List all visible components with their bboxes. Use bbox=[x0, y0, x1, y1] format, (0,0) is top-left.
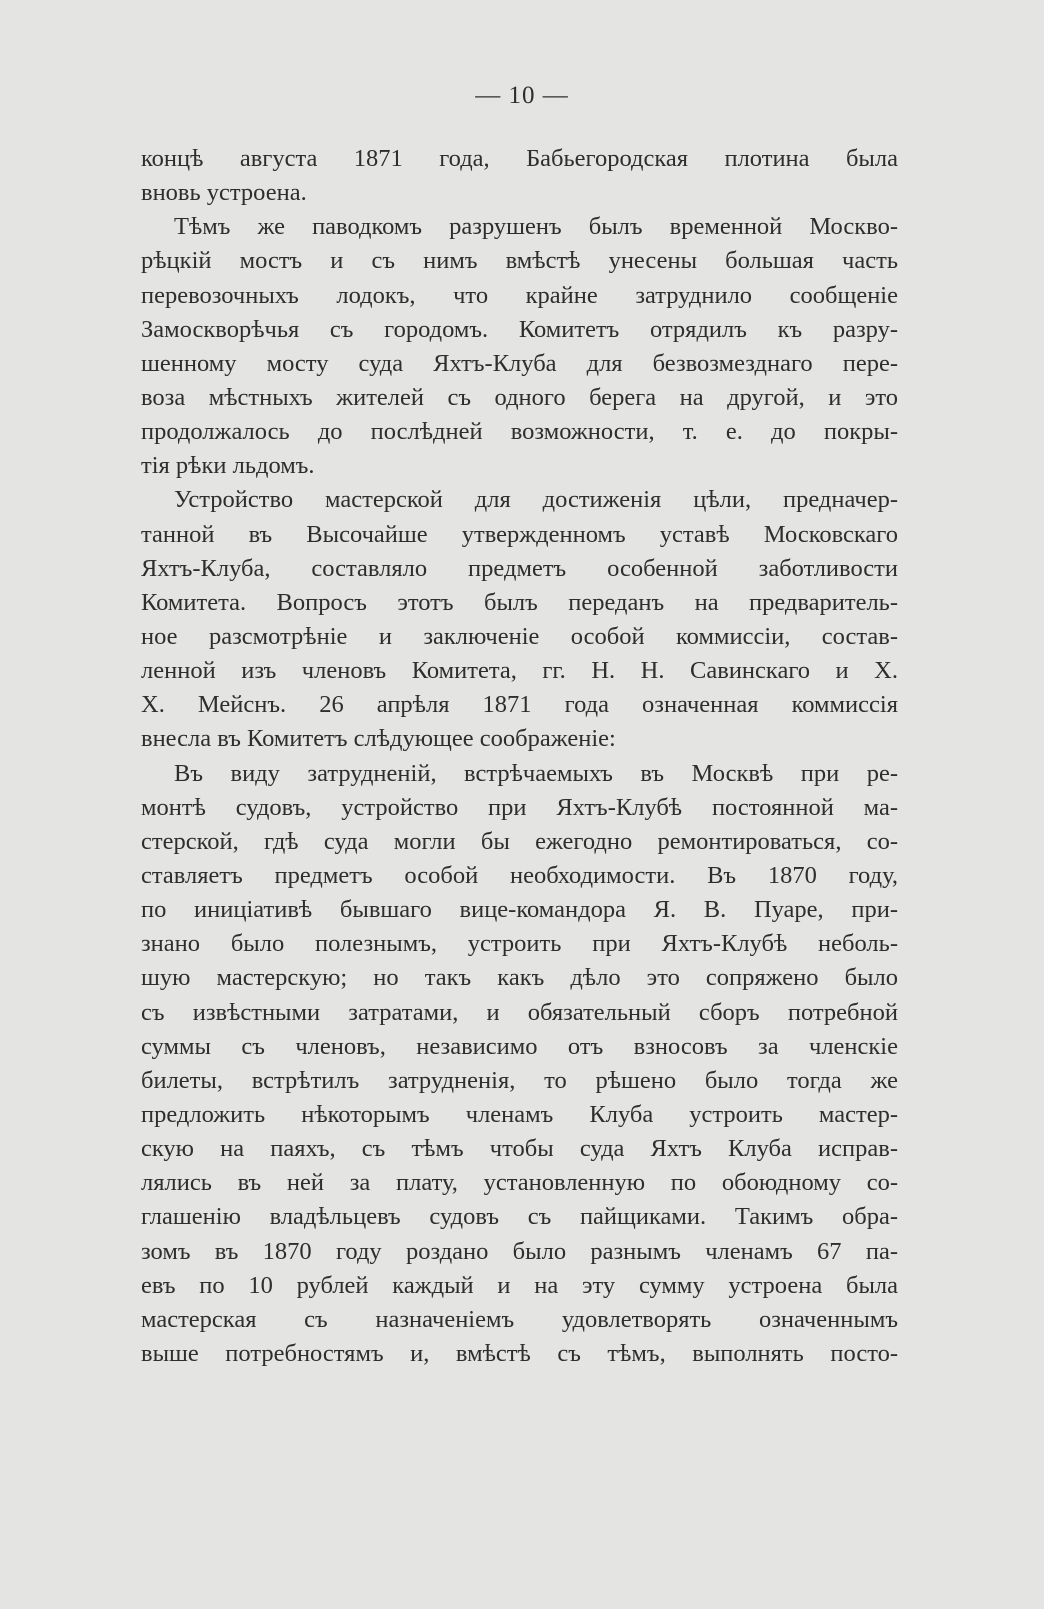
text-line: суммы съ членовъ, независимо отъ взносовъ за членскіе bbox=[141, 1032, 898, 1060]
text-line: Яхтъ-Клуба, составляло предметъ особенной заботливости bbox=[141, 554, 898, 582]
text-line: воза мѣстныхъ жителей съ одного берега на другой, и это bbox=[141, 383, 898, 411]
text-line: ставляетъ предметъ особой необходимости. Въ 1870 году, bbox=[141, 861, 898, 889]
text-line: Тѣмъ же паводкомъ разрушенъ былъ временной Москво- bbox=[174, 213, 898, 241]
text-line: мастерская съ назначеніемъ удовлетворять означеннымъ bbox=[141, 1305, 898, 1333]
text-line: по иниціативѣ бывшаго вице-командора Я. В. Пуаре, при- bbox=[141, 896, 898, 924]
text-line: вновь устроена. bbox=[141, 179, 307, 207]
text-line: Въ виду затрудненій, встрѣчаемыхъ въ Москвѣ при ре- bbox=[174, 759, 898, 787]
text-line: Х. Мейснъ. 26 апрѣля 1871 года означенная коммиссія bbox=[141, 691, 898, 719]
text-line: съ извѣстными затратами, и обязательный сборъ потребной bbox=[141, 998, 898, 1026]
text-line: Замоскворѣчья съ городомъ. Комитетъ отрядилъ къ разру- bbox=[141, 315, 898, 343]
text-line: тія рѣки льдомъ. bbox=[141, 452, 315, 480]
page-body-text bbox=[141, 142, 898, 1371]
text-line: евъ по 10 рублей каждый и на эту сумму устроена была bbox=[141, 1271, 898, 1299]
paragraph bbox=[141, 210, 898, 483]
text-line: глашенію владѣльцевъ судовъ съ пайщиками. Такимъ обра- bbox=[141, 1203, 898, 1231]
text-line: выше потребностямъ и, вмѣстѣ съ тѣмъ, выполнять посто- bbox=[141, 1339, 898, 1367]
text-line: концѣ августа 1871 года, Бабьегородская плотина была bbox=[141, 145, 898, 172]
paragraph bbox=[141, 483, 898, 756]
text-line: шую мастерскую; но такъ какъ дѣло это сопряжено было bbox=[141, 964, 898, 992]
text-line: рѣцкій мостъ и съ нимъ вмѣстѣ унесены большая часть bbox=[141, 247, 898, 275]
text-line: предложить нѣкоторымъ членамъ Клуба устроить мастер- bbox=[141, 1100, 898, 1128]
text-line: шенному мосту суда Яхтъ-Клуба для безвозмезднаго пере- bbox=[141, 349, 898, 377]
paragraph bbox=[141, 757, 898, 1372]
text-line: лялись въ ней за плату, установленную по обоюдному со- bbox=[141, 1169, 898, 1197]
text-line: продолжалось до послѣдней возможности, т. е. до покры- bbox=[141, 418, 898, 446]
paragraph bbox=[141, 142, 898, 210]
text-line: внесла въ Комитетъ слѣдующее соображеніе: bbox=[141, 725, 616, 753]
text-line: стерской, гдѣ суда могли бы ежегодно ремонтироваться, со- bbox=[141, 827, 898, 855]
text-line: Комитета. Вопросъ этотъ былъ переданъ на предваритель- bbox=[141, 588, 898, 616]
text-line: скую на паяхъ, съ тѣмъ чтобы суда Яхтъ Клуба исправ- bbox=[141, 1135, 898, 1163]
text-line: Устройство мастерской для достиженія цѣли, предначер- bbox=[174, 486, 898, 514]
text-line: билеты, встрѣтилъ затрудненія, то рѣшено было тогда же bbox=[141, 1066, 898, 1094]
text-line: ное разсмотрѣніе и заключеніе особой коммиссіи, состав- bbox=[141, 622, 898, 650]
text-line: зомъ въ 1870 году роздано было разнымъ членамъ 67 па- bbox=[141, 1237, 898, 1265]
page-number: — 10 — bbox=[475, 82, 569, 109]
text-line: перевозочныхъ лодокъ, что крайне затруднило сообщеніе bbox=[141, 281, 898, 309]
text-line: знано было полезнымъ, устроить при Яхтъ-Клубѣ неболь- bbox=[141, 930, 898, 958]
text-line: танной въ Высочайше утвержденномъ уставѣ Московскаго bbox=[141, 520, 898, 548]
text-line: монтѣ судовъ, устройство при Яхтъ-Клубѣ постоянной ма- bbox=[141, 793, 898, 821]
text-line: ленной изъ членовъ Комитета, гг. Н. Н. Савинскаго и Х. bbox=[141, 657, 898, 685]
